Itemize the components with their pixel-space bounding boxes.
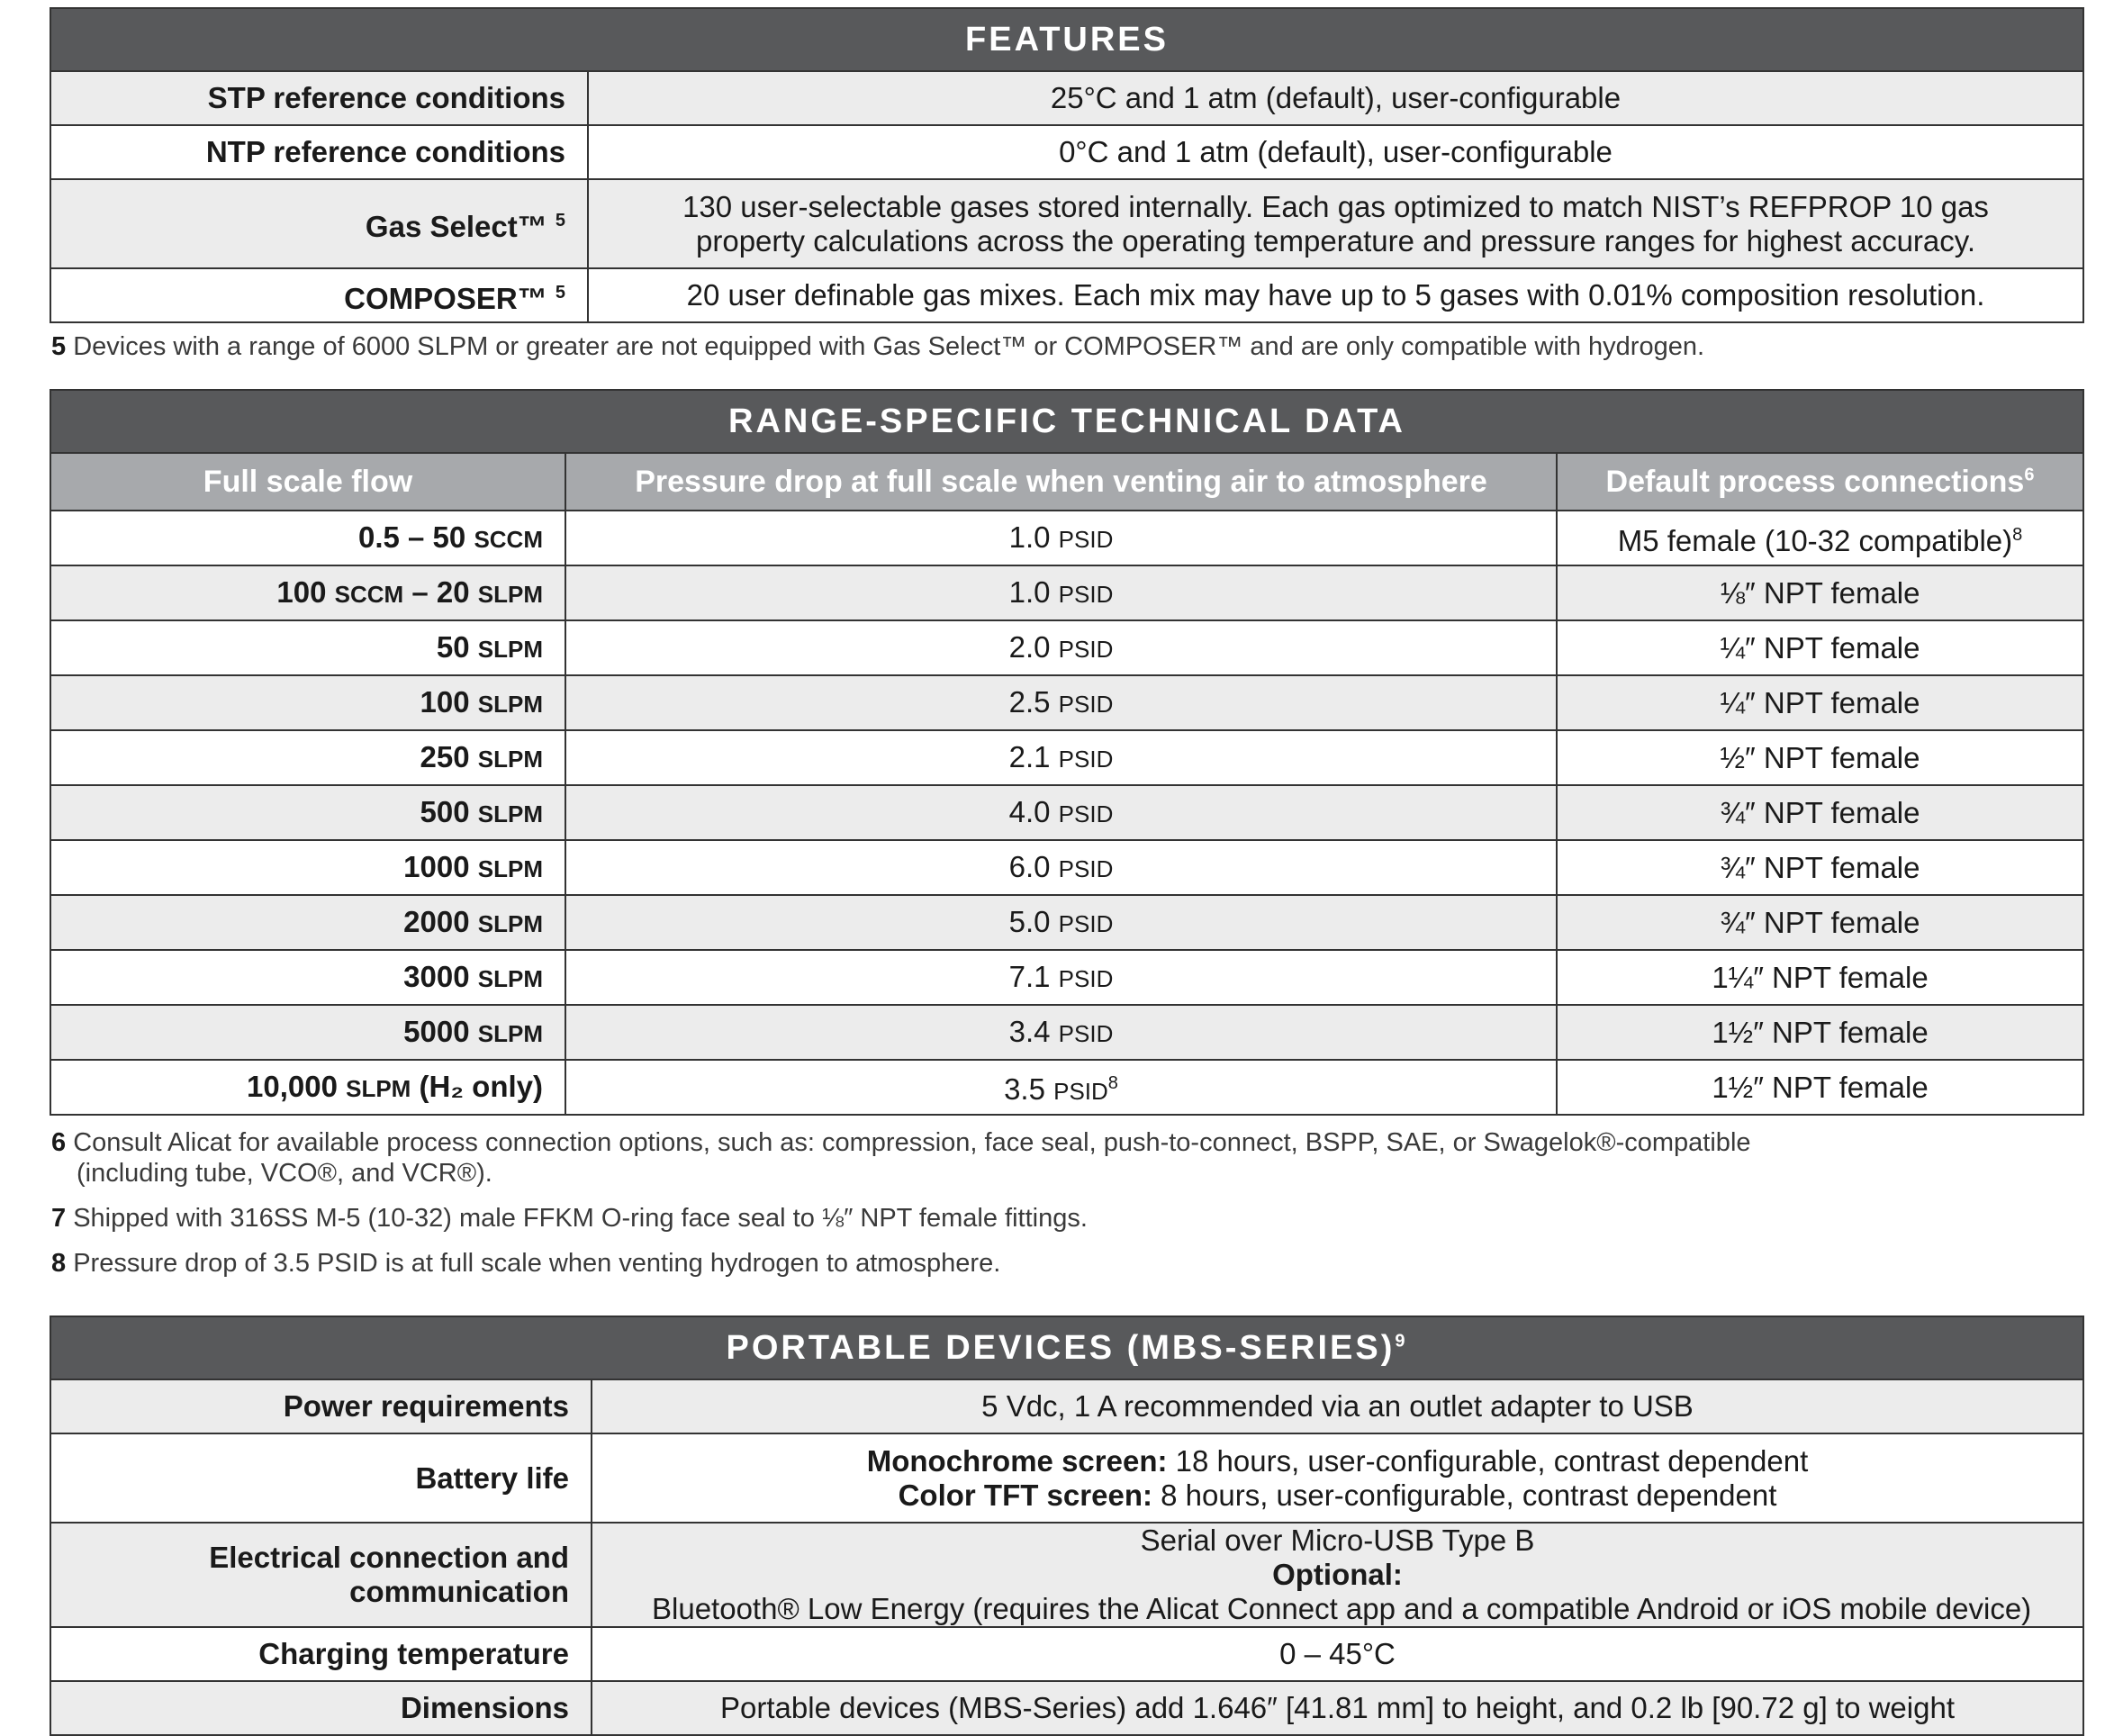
table-row: [50, 179, 2083, 268]
value-line: [614, 1444, 2061, 1478]
conn-cell: ¾″ NPT female: [1557, 840, 2083, 895]
drop-unit: PSID: [1058, 800, 1114, 827]
flow-value: 50: [436, 629, 470, 664]
drop-cell: [565, 511, 1557, 565]
value-bold: Optional:: [1272, 1558, 1403, 1591]
flow-cell: [50, 730, 565, 785]
table-row: [50, 675, 2083, 730]
footnote-ref: 6: [2024, 465, 2035, 485]
col-header-flow: Full scale flow: [50, 453, 565, 511]
value-bold: Monochrome screen:: [866, 1443, 1168, 1478]
value-line: [614, 1478, 2061, 1513]
drop-unit: PSID: [1058, 635, 1114, 663]
row-label: Charging temperature: [50, 1627, 592, 1681]
drop-cell: [565, 785, 1557, 840]
flow-value: 100: [276, 574, 327, 609]
drop-cell: [565, 1060, 1557, 1115]
row-value: 20 user definable gas mixes. Each mix may have up to 5 gases with 0.01% composition resolution.: [588, 268, 2083, 322]
drop-unit: PSID: [1058, 854, 1114, 882]
drop-value: 2.5: [1008, 684, 1051, 719]
flow-cell: [50, 565, 565, 620]
drop-cell: [565, 565, 1557, 620]
drop-unit: PSID: [1058, 1019, 1114, 1047]
flow-value: 100: [420, 684, 470, 719]
drop-unit: PSID: [1058, 745, 1114, 773]
table-row: [50, 1379, 2083, 1433]
conn-value: M5 female (10-32 compatible): [1617, 524, 2013, 557]
row-value: 0°C and 1 atm (default), user-configurable: [588, 125, 2083, 179]
flow-unit: SLPM: [477, 1019, 543, 1047]
flow-cell: [50, 1005, 565, 1060]
drop-value: 3.5: [1004, 1072, 1045, 1106]
flow-cell: [50, 620, 565, 675]
header-text: Default process connections: [1605, 464, 2025, 499]
drop-value: 3.4: [1008, 1014, 1051, 1048]
row-value: [592, 1523, 2083, 1627]
table-row: [50, 511, 2083, 565]
value-bold: Color TFT screen:: [898, 1478, 1152, 1512]
table-row: [50, 785, 2083, 840]
flow-unit: SCCM: [334, 580, 404, 608]
flow-unit: SLPM: [346, 1074, 411, 1102]
range-title: RANGE-SPECIFIC TECHNICAL DATA: [50, 390, 2083, 453]
label-text: COMPOSER™: [344, 281, 547, 315]
row-value: 25°C and 1 atm (default), user-configurable: [588, 71, 2083, 125]
flow-range-sep: – 20: [403, 574, 478, 609]
drop-unit: PSID: [1058, 525, 1114, 553]
drop-unit: PSID: [1058, 690, 1114, 718]
table-row: [50, 71, 2083, 125]
label-text: Gas Select™: [365, 210, 547, 243]
table-row: [50, 950, 2083, 1005]
flow-cell: [50, 950, 565, 1005]
table-row: [50, 125, 2083, 179]
drop-value: 1.0: [1008, 574, 1051, 609]
table-row: [50, 895, 2083, 950]
drop-unit: PSID: [1058, 580, 1114, 608]
flow-value: 2000: [403, 904, 470, 938]
footnote-ref: 9: [1395, 1330, 1408, 1351]
conn-cell: ¼″ NPT female: [1557, 675, 2083, 730]
footnote-text: (including tube, VCO®, and VCR®).: [77, 1159, 492, 1188]
flow-unit: SCCM: [474, 525, 543, 553]
flow-unit: SLPM: [477, 909, 543, 937]
row-label: Battery life: [50, 1433, 592, 1523]
range-table: [50, 389, 2084, 1116]
flow-cell: [50, 895, 565, 950]
value-line: 130 user-selectable gases stored internally. Each gas optimized to match NIST’s REFPROP 10 gas: [682, 189, 1989, 223]
footnote-text: Consult Alicat for available process connection options, such as: compression, face seal, push-to-connect, BSPP, SAE, or Swagelok®-compatible: [73, 1128, 1751, 1157]
footnote-text: Devices with a range of 6000 SLPM or greater are not equipped with Gas Select™ or COMPOSER™ and are only compatible with hydrogen.: [73, 332, 1705, 361]
flow-value: 10,000: [247, 1069, 338, 1103]
table-row: [50, 1681, 2083, 1735]
value-text: 18 hours, user-configurable, contrast dependent: [1167, 1443, 1809, 1478]
row-label: NTP reference conditions: [50, 125, 588, 179]
flow-cell: [50, 1060, 565, 1115]
portable-table: [50, 1316, 2084, 1736]
table-row: [50, 1627, 2083, 1681]
col-header-conn: [1557, 453, 2083, 511]
features-title: FEATURES: [50, 8, 2083, 71]
conn-cell: [1557, 511, 2083, 565]
drop-unit: PSID: [1053, 1078, 1108, 1105]
flow-unit: SLPM: [477, 580, 543, 608]
col-header-drop: Pressure drop at full scale when venting air to atmosphere: [565, 453, 1557, 511]
flow-value: 250: [420, 739, 470, 773]
row-label: Dimensions: [50, 1681, 592, 1735]
drop-value: 4.0: [1008, 794, 1051, 828]
value-line: property calculations across the operating temperature and pressure ranges for highest accuracy.: [696, 223, 1975, 258]
flow-cell: [50, 785, 565, 840]
row-value: 5 Vdc, 1 A recommended via an outlet adapter to USB: [592, 1379, 2083, 1433]
flow-unit: SLPM: [477, 690, 543, 718]
conn-cell: 1¼″ NPT female: [1557, 950, 2083, 1005]
footnote-text: Shipped with 316SS M-5 (10-32) male FFKM O-ring face seal to ⅛″ NPT female fittings.: [73, 1204, 1088, 1233]
flow-cell: [50, 675, 565, 730]
table-row: [50, 1433, 2083, 1523]
drop-value: 6.0: [1008, 849, 1051, 883]
flow-cell: [50, 511, 565, 565]
drop-cell: [565, 950, 1557, 1005]
drop-cell: [565, 675, 1557, 730]
footnote-ref: 5: [555, 282, 565, 303]
row-value: 0 – 45°C: [592, 1627, 2083, 1681]
value-line: [614, 1558, 2061, 1626]
table-row: [50, 730, 2083, 785]
label-line: communication: [349, 1575, 569, 1608]
footnote-8: [51, 1248, 1000, 1279]
flow-cell: [50, 840, 565, 895]
drop-cell: [565, 1005, 1557, 1060]
footnote-number: 6: [51, 1128, 67, 1157]
flow-value: 1000: [403, 849, 470, 883]
footnote-ref: 5: [555, 211, 565, 231]
drop-cell: [565, 620, 1557, 675]
flow-unit: SLPM: [477, 745, 543, 773]
table-row: [50, 840, 2083, 895]
row-label: [50, 179, 588, 268]
value-line: Serial over Micro-USB Type B: [1140, 1524, 1535, 1557]
row-label: [50, 268, 588, 322]
value-text: Bluetooth® Low Energy (requires the Alicat Connect app and a compatible Android or iOS mobile device): [643, 1592, 2032, 1625]
drop-cell: [565, 895, 1557, 950]
footnote-5: [51, 331, 1704, 362]
value-text: 8 hours, user-configurable, contrast dependent: [1152, 1478, 1777, 1512]
conn-cell: ½″ NPT female: [1557, 730, 2083, 785]
flow-unit: SLPM: [477, 635, 543, 663]
drop-value: 2.0: [1008, 629, 1051, 664]
row-label: [50, 1523, 592, 1627]
flow-value: 500: [420, 794, 470, 828]
row-label: STP reference conditions: [50, 71, 588, 125]
drop-value: 7.1: [1008, 959, 1051, 993]
row-value: [592, 1433, 2083, 1523]
flow-unit: SLPM: [477, 800, 543, 827]
table-row: [50, 1060, 2083, 1115]
row-label: Power requirements: [50, 1379, 592, 1433]
flow-unit: SLPM: [477, 854, 543, 882]
table-row: [50, 565, 2083, 620]
title-text: PORTABLE DEVICES (MBS-SERIES): [726, 1328, 1396, 1367]
row-value: Portable devices (MBS-Series) add 1.646″ [41.81 mm] to height, and 0.2 lb [90.72 g] to weight: [592, 1681, 2083, 1735]
conn-cell: 1½″ NPT female: [1557, 1005, 2083, 1060]
drop-value: 5.0: [1008, 904, 1051, 938]
flow-value: 3000: [403, 959, 470, 993]
footnote-ref: 8: [1107, 1073, 1118, 1093]
flow-unit: SLPM: [477, 964, 543, 992]
drop-cell: [565, 730, 1557, 785]
table-row: [50, 268, 2083, 322]
drop-value: 2.1: [1008, 739, 1051, 773]
footnote-6: [51, 1127, 1751, 1189]
conn-cell: 1½″ NPT female: [1557, 1060, 2083, 1115]
drop-unit: PSID: [1058, 909, 1114, 937]
table-row: [50, 1523, 2083, 1627]
row-value: [588, 179, 2083, 268]
table-row: [50, 620, 2083, 675]
features-table: [50, 7, 2084, 323]
footnote-number: 7: [51, 1204, 67, 1233]
footnote-text: Pressure drop of 3.5 PSID is at full scale when venting hydrogen to atmosphere.: [73, 1249, 1001, 1278]
footnote-ref: 8: [2012, 525, 2023, 545]
footnote-number: 8: [51, 1249, 67, 1278]
drop-unit: PSID: [1058, 964, 1114, 992]
conn-cell: ⅛″ NPT female: [1557, 565, 2083, 620]
label-line: Electrical connection and: [209, 1541, 569, 1574]
conn-cell: ¾″ NPT female: [1557, 895, 2083, 950]
drop-value: 1.0: [1008, 520, 1051, 554]
flow-suffix: (H₂ only): [411, 1069, 543, 1103]
drop-cell: [565, 840, 1557, 895]
portable-title: [50, 1316, 2083, 1379]
flow-value: 5000: [403, 1014, 470, 1048]
table-row: [50, 1005, 2083, 1060]
footnote-7: [51, 1203, 1088, 1234]
conn-cell: ¼″ NPT female: [1557, 620, 2083, 675]
flow-value: 0.5 – 50: [357, 520, 466, 554]
footnote-number: 5: [51, 332, 67, 361]
conn-cell: ¾″ NPT female: [1557, 785, 2083, 840]
